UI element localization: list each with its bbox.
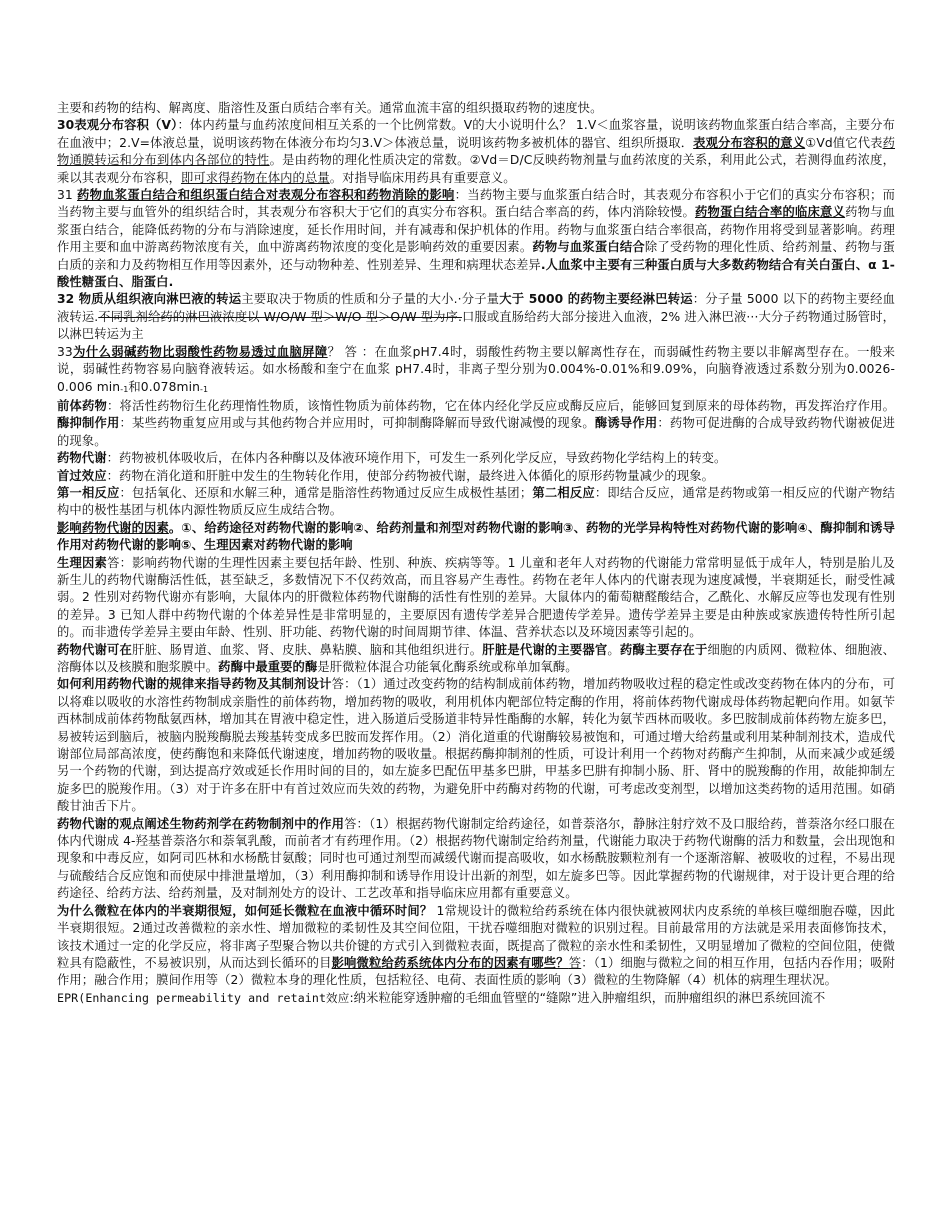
bold-text: 酶诱导作用 xyxy=(594,416,658,431)
paragraph-protein-binding xyxy=(57,187,895,291)
underlined-heading: 表观分布容积的意义 xyxy=(693,135,806,150)
bold-text: 如何利用药物代谢的规律来指导药物及其制剂设计 xyxy=(57,677,332,692)
text: ：分子量 5000 以下的药物主要经血液转运. xyxy=(57,292,895,324)
paragraph-apparent-volume xyxy=(57,117,895,187)
paragraph-lymph-transport xyxy=(57,291,895,343)
bold-text: 药物代谢的观点阐述生物药剂学在药物制剂中的作用 xyxy=(57,816,345,831)
paragraph-prodrug xyxy=(57,398,895,450)
underlined-heading: 为什么弱碱药物比弱酸性药物易透过血脑屏障 xyxy=(72,344,328,359)
bold-text: 首过效应 xyxy=(57,468,107,483)
bold-text: 生理因素 xyxy=(57,555,108,570)
bold-text: 药酶主要存在于 xyxy=(619,642,708,657)
bold-text: 酶抑制作用 xyxy=(57,416,120,431)
paragraph-metabolism-factors xyxy=(57,520,895,555)
bold-text: 药物代谢可在 xyxy=(57,642,133,657)
bold-text: 第一相反应 xyxy=(57,485,120,500)
number: 31 xyxy=(57,188,78,203)
text: 。是由药物的理化性质决定的常数。②Vd＝D/C反映药物剂量与血药浓度的关系，利用此公式，若测得血药浓度，乘以其表观分布容积， xyxy=(57,153,895,185)
text: :纳米粒能穿透肿瘤的毛细血管壁的“缝隙”进入肿瘤组织，而肿瘤组织的淋巴系统回流不 xyxy=(349,990,826,1005)
bold-text: 药物与血浆蛋白结合 xyxy=(532,240,645,255)
bold-text: 。①、给药途径对药物代谢的影响②、给药剂量和剂型对药物代谢的影响③、药物的光学异构特性对药物代谢的影响④、酶抑制和诱导作用对药物代谢的影响⑤、生理因素对药物代谢的影响 xyxy=(57,520,895,553)
text: ：即结合反应，通常是药物或第一相反应的代谢产物结构中的极性基团与机体内源性物质反应生成结合物。 xyxy=(57,485,895,518)
underlined-heading: 药物蛋白结合率的临床意义 xyxy=(694,205,846,220)
text: 药物与血浆蛋白结合，能降低药物的分布与消除速度，延长作用时间，并有减毒和保护机体的作用。药物与血浆蛋白结合率很高，药物作用将受到显著影响。药理作用主要和血中游离药物浓度有关，血中游离药物浓度的变化是影响药效的重要因素。 xyxy=(57,205,895,255)
text: 答：（1）根据药物代谢制定给药途径，如普萘洛尔，静脉注射疗效不及口服给药，普萘洛尔经口服在体内代谢成 4-羟基普萘洛尔和萘氧乳酸，而前者才有药理作用。（2）根据药物代谢制定给药剂量，代谢能力取决于药物代谢酶的活力和数量，会出现饱和现象和中毒反应，如阿司匹林和水杨酰甘氨酸；同时也可通过剂型而减缓代谢而提高吸收，如水杨酰胺颗粒剂有一个逐渐溶解、被吸收的过程，不易出现与硫酸结合反应饱和而使尿中排泄量增加，（3）利用酶抑制和诱导作用设计出新的剂型，如左旋多巴等。因此掌握药物的代谢规律，对于设计更合理的给药途径、给药方法、给药剂量，及对制剂处方的设计、工艺改革和指导临床应用都有重要意义。 xyxy=(57,816,895,901)
text: ？ 答 ：在血浆pH7.4时，弱酸性药物主要以解离性存在，而弱碱性药物主要以非解离型存在。一般来说，弱碱性药物容易向脑脊液转运。如水杨酸和奎宁在血浆 pH7.4时，非离子型分别为0.004%-0.01%和9.09%，向脑脊液透过系数分别为0.0026-0.006 min xyxy=(57,344,895,394)
text: ：药物在消化道和肝脏中发生的生物转化作用，使部分药物被代谢，最终进入体循化的原形药物量减少的现象。 xyxy=(106,468,715,483)
text: 主要取决于物质的性质和分子量的大小.·分子量 xyxy=(241,292,500,307)
text: 答：影响药物代谢的生理性因素主要包括年龄、性别、种族、疾病等等。1 儿童和老年人对药物的代谢能力常常明显低于成年人，特别是胎儿及新生儿的药物代谢酶活性低，甚至缺乏，多数情况下不仅药效高，而且容易产生毒性。药物在老年人体内的代谢表现为速度减慢，半衰期延长，耐受性减弱。2 性别对药物代谢亦有影响，大鼠体内的肝微粒体药物代谢酶的活性有性别的差异。大鼠体内的葡萄糖醛酸结合，乙酰化、水解反应等也发现有性别的差异。3 已知人群中药物代谢的个体差异性是非常明显的，主要原因有遗传学差异合肥遗传学差异。遗传学差异主要是由种族或家族遗传特性所引起的。而非遗传学差异主要由年龄、性别、肝功能、药物代谢的时间周期节律、体温、营养状态以及环境因素等引起的。 xyxy=(57,555,896,640)
text: 肝脏、肠胃道、血浆、肾、皮肤、鼻粘膜、脑和其他组织进行。 xyxy=(132,642,483,657)
bold-text: 药物代谢 xyxy=(57,451,107,466)
paragraph-biopharmaceutics xyxy=(57,816,895,903)
paragraph-first-pass xyxy=(57,468,895,485)
underlined-heading: 影响微粒给药系统体内分布的因素有哪些？ xyxy=(331,955,569,970)
paragraph-blood-brain-barrier xyxy=(57,344,895,398)
document-body xyxy=(57,100,895,1007)
text: ：包括氧化、还原和水解三种，通常是脂溶性药物通过反应生成极性基团； xyxy=(119,485,533,500)
text: 是肝微粒体混合功能氧化酶系统或称单加氧酶。 xyxy=(317,660,578,674)
text: ：将活性药物衍生化药理惰性物质，该惰性物质为前体药物，它在体内经化学反应或酶反应后，能够回复到原来的母体药物，再发挥治疗作用。 xyxy=(107,398,895,413)
bold-text: 第二相反应 xyxy=(532,485,595,500)
text: ：某些药物重复应用或与其他药物合并应用时，可抑制酶降解而导致代谢减慢的现象。 xyxy=(119,416,595,431)
paragraph-distribution-speed xyxy=(57,100,895,117)
text: ：体内药量与血药浓度间相互关系的一个比例常数。V的大小说明什么？ 1.V＜血浆容量，说明该药物血浆蛋白结合率高，主要分布在血液中；2.V=体液总量，说明该药物在体液分布均匀3.V＞体液总量，说明该药物多被机体的器官、组织所摄取． xyxy=(57,118,895,150)
text: ①Vd值它代表 xyxy=(805,135,883,150)
paragraph-prodrug-design xyxy=(57,676,895,815)
struck-text: 不同乳剂给药的淋巴液浓度以 W/O/W 型＞W/O 型＞O/W 型为序. xyxy=(98,309,462,324)
heading: 32 物质从组织液向淋巴液的转运 xyxy=(57,292,242,307)
text: 除了受药物的理化性质、给药剂量、药物与蛋白质的亲和力及药物相互作用等因素外，还与动物种差、性别差异、生理和病理状态差异 xyxy=(57,240,895,272)
heading: 30表观分布容积（V） xyxy=(57,118,178,133)
paragraph-metabolism xyxy=(57,450,895,467)
number: 33 xyxy=(57,344,73,359)
underlined-text: 即可求得药物在体内的总量 xyxy=(180,170,330,185)
text: 答：（1）通过改变药物的结构制成前体药物，增加药物吸收过程的稳定性或改变药物在体内的分布，可以将难以吸收的水溶性药物制成亲脂性的前体药物，增加药物的吸收，利用机体内靶部位特定酶的作用，将前体药物代谢成母体药物起靶向作用。如氨苄西林制成前体药物酞氨西林，增加其在胃液中稳定性，进入肠道后受肠道非特异性酯酶的水解，转化为氨苄西林而吸收。多巴胺制成前体药物左旋多巴，易被转运到脑后，被脑内脱羧酶脱去羧基转变成多巴胺而发挥作用。（2）消化道重的代谢酶较易被饱和，可通过增大给药量或利用某种制剂技术，造成代谢部位局部高浓度，使药酶饱和来降低代谢速度，增加药物的吸收量。根据药酶抑制剂的性质，可设计利用一个药物对药酶产生抑制，从而来减少或延缓另一个药物的代谢，到达提高疗效或延长作用时间的目的，如左旋多巴配伍甲基多巴肼，甲基多巴肼有抑制小肠、肝、肾中的脱羧酶的作用，故能抑制左旋多巴的脱羧作用。（3）对于许多在肝中有首过效应而失效的药物，为避免肝中药酶对药物的代谢，可考虑改变剂型，以增加这类药物的适用范围。如硝酸甘油舌下片。 xyxy=(57,677,896,814)
paragraph-phase-reactions xyxy=(57,485,895,520)
text: ：当药物主要与血浆蛋白结合时，其表观分布容积小于它们的真实分布容积；而当药物主要与血管外的组织结合时，其表观分布容积大于它们的真实分布容积。蛋白结合率高的药，体内消除较慢。 xyxy=(57,188,895,220)
text: 1常规设计的微粒给药系统在体内很快就被网状内皮系统的单核巨噬细胞吞噬，因此半衰期很短。2通过改善微粒的亲水性、增加微粒的柔韧性及其空间位阻，干扰吞噬细胞对微粒的识别过程。目前最常用的方法就是采用表面修饰技术，该技术通过一定的化学反应，将非离子型聚合物以共价键的方式引入到微粒表面，既提高了微粒的亲水性和柔韧性，又明显增加了微粒的空间位阻，使微粒具有隐蔽性，不易被识别，从而达到长循环的目 xyxy=(57,903,895,970)
text: ：（1）细胞与微粒之间的相互作用，包括内吞作用；吸附作用；融合作用；膜间作用等（2）微粒本身的理化性质，包括粒径、电荷、表面性质的影响（3）微粒的生物降解（4）机体的病理生理状况。 xyxy=(57,955,895,988)
subscript: -1 xyxy=(199,384,209,394)
bold-text: 前体药物 xyxy=(57,398,108,413)
paragraph-metabolism-sites xyxy=(57,642,895,677)
monospace-text: EPR(Enhancing permeability and retaint效应 xyxy=(57,990,350,1005)
text: 。对指导临床用药具有重要意义。 xyxy=(329,170,516,185)
paragraph-physiological-factors xyxy=(57,555,895,642)
bold-text: .人血浆中主要有三种蛋白质与大多数药物结合有关白蛋白、α 1-酸性糖蛋白、脂蛋白. xyxy=(57,257,895,290)
underlined-text: 药物通膜转运和分布到体内各部位的特性 xyxy=(57,135,895,168)
paragraph-microparticles xyxy=(57,903,895,990)
text: 。 xyxy=(607,642,620,657)
bold-text: 药酶中最重要的酶 xyxy=(218,660,318,674)
text: 口服或直肠给药大部分接进入血液，2% 进入淋巴液···大分子药物通过肠管时，以淋巴转运为主 xyxy=(57,309,896,342)
text: 和0.078min xyxy=(128,379,200,394)
bold-text: 为什么微粒在体内的半衰期很短，如何延长微粒在血液中循环时间？ xyxy=(57,903,433,918)
subscript: -1 xyxy=(120,384,129,394)
underlined-text: 答 xyxy=(568,955,582,970)
paragraph-epr-effect xyxy=(57,990,895,1007)
text: 主要和药物的结构、解离度、脂溶性及蛋白质结合率有关。通常血流丰富的组织摄取药物的速度快。 xyxy=(57,101,603,115)
bold-text: 肝脏是代谢的主要器官 xyxy=(482,642,608,657)
underlined-heading: 药物血浆蛋白结合和组织蛋白结合对表观分布容积和药物消除的影响 xyxy=(77,188,455,203)
text: 细胞的内质网、微粒体、细胞液、溶酶体以及核膜和胞浆膜中。 xyxy=(57,642,895,674)
text: ：药物被机体吸收后，在体内各种酶以及体液环境作用下，可发生一系列化学反应，导致药物化学结构上的转变。 xyxy=(106,451,727,466)
bold-text: 大于 5000 的药物主要经淋巴转运 xyxy=(499,292,693,307)
text: ：药物可促进酶的合成导致药物代谢被促进的现象。 xyxy=(57,416,895,448)
underlined-heading: 影响药物代谢的因素 xyxy=(57,520,169,535)
